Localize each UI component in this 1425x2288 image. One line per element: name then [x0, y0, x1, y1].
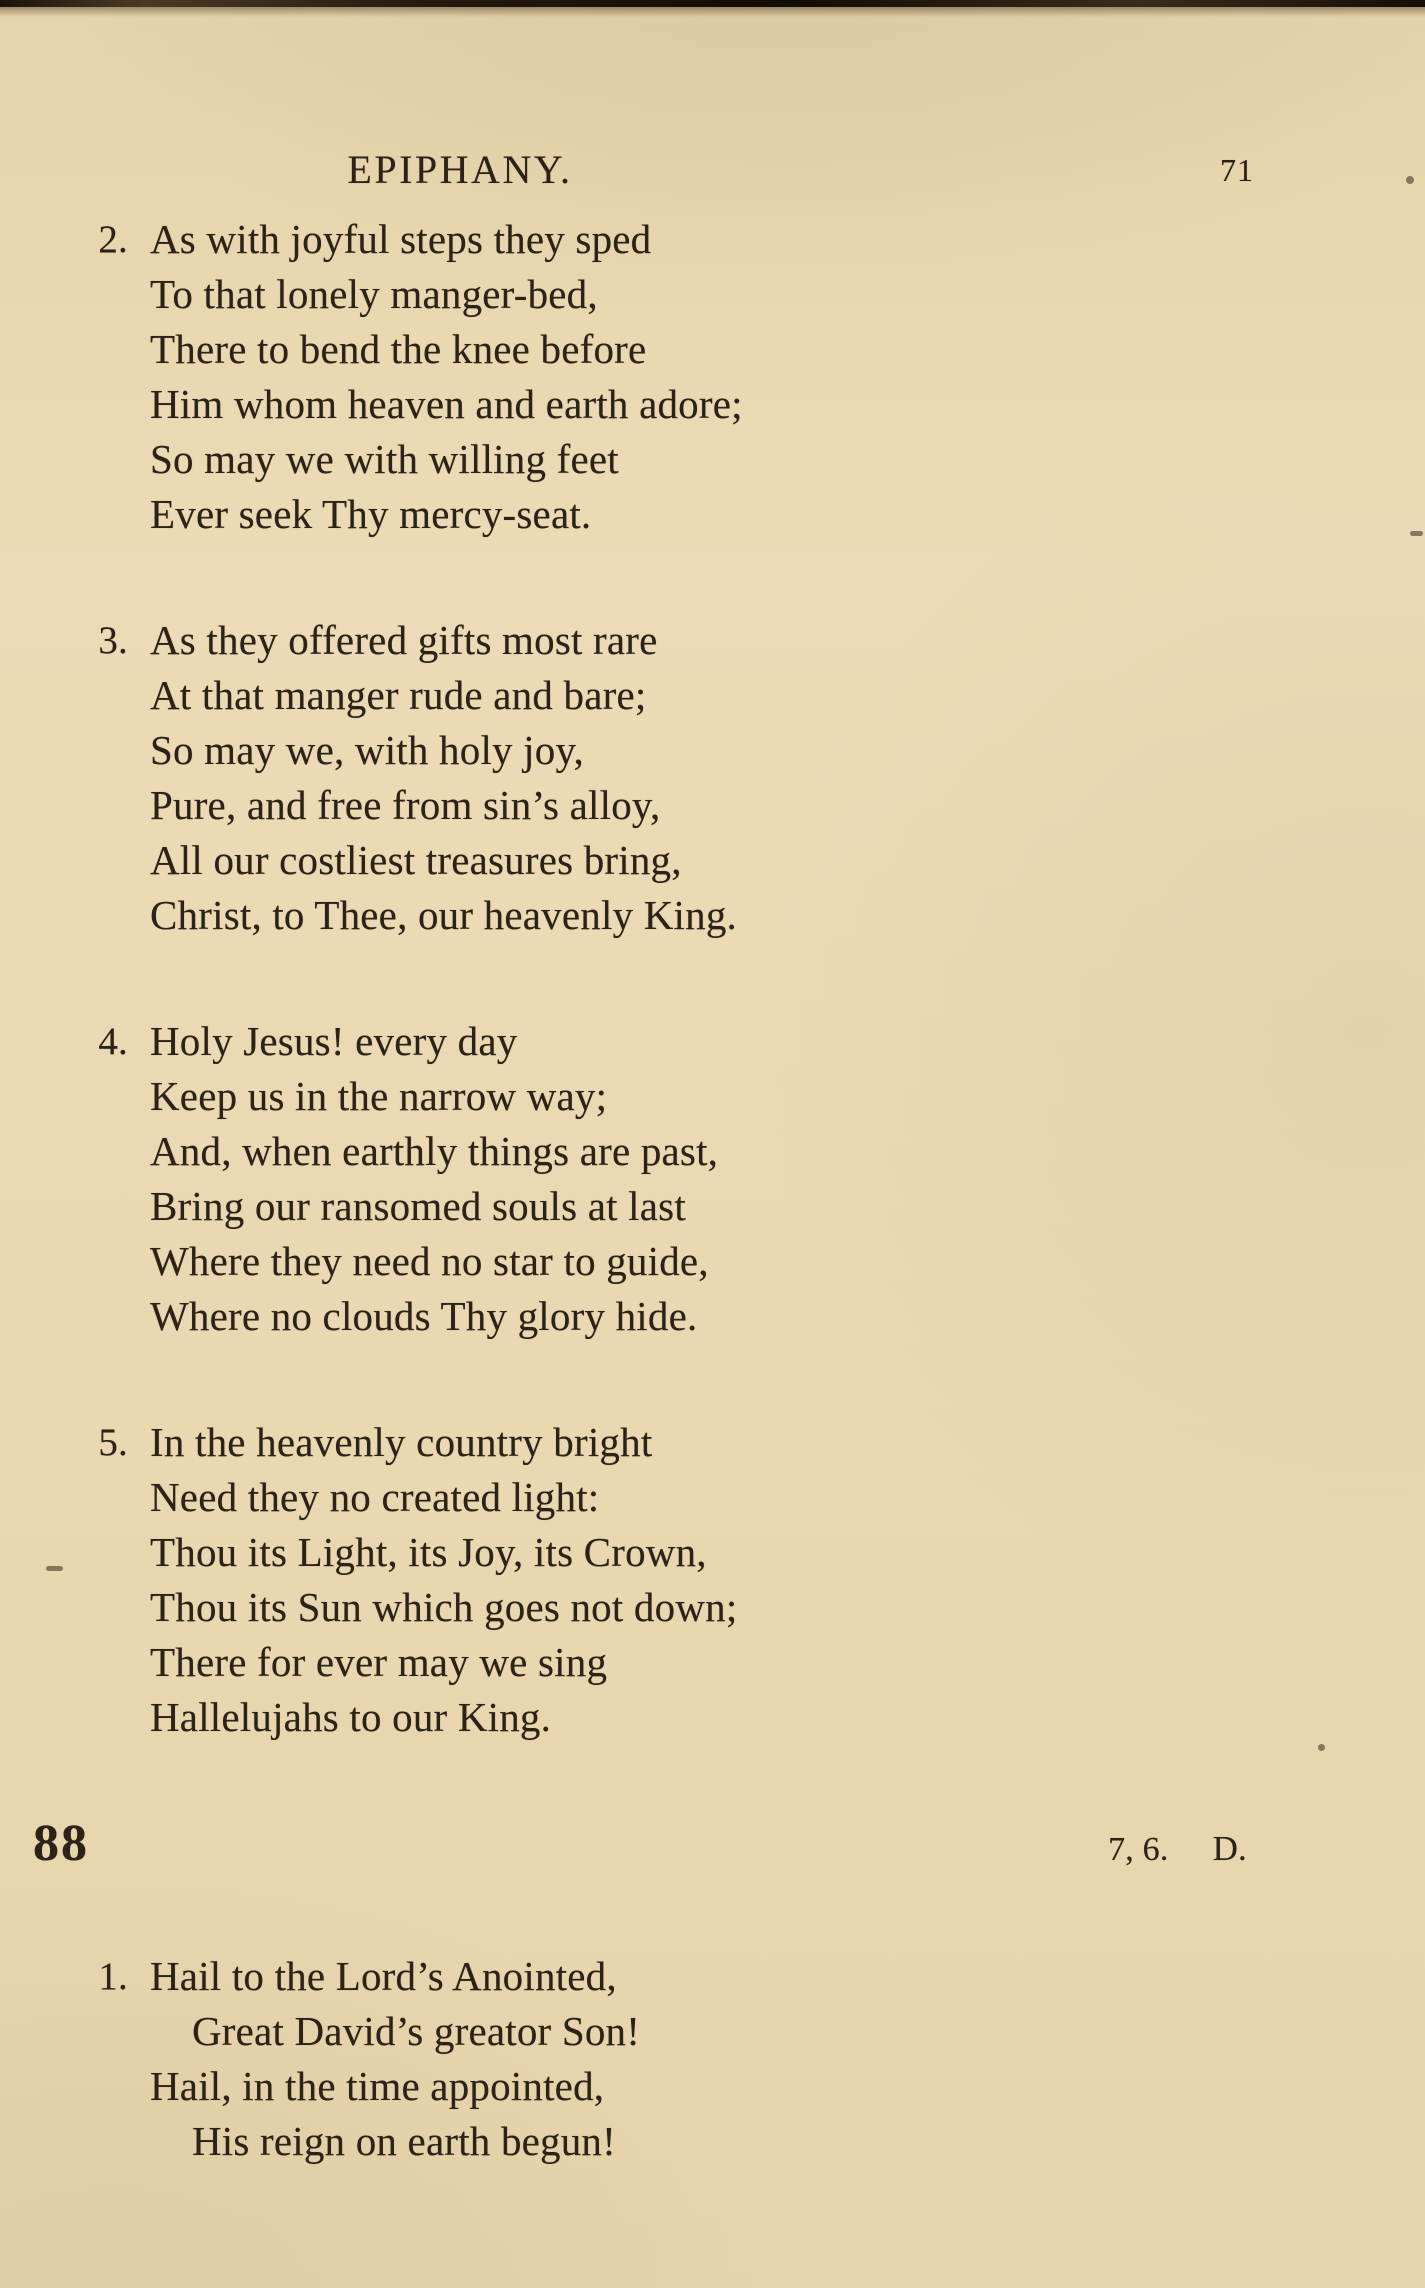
hymn-meter-group: [1108, 1821, 1247, 1877]
verse-line: As they offered gifts most rare: [150, 617, 658, 663]
section-title: EPIPHANY.: [347, 147, 573, 192]
verse-line: Pure, and free from sin’s alloy,: [150, 782, 661, 828]
verse-lines: [140, 212, 743, 542]
verse-lines: [140, 1415, 737, 1745]
verse-line: Where they need no star to guide,: [150, 1238, 709, 1284]
verse-line: Thou its Light, its Joy, its Crown,: [150, 1529, 707, 1575]
verse-line: At that manger rude and bare;: [150, 672, 647, 718]
ink-speck: [1410, 531, 1423, 536]
verse-line: There for ever may we sing: [150, 1639, 608, 1685]
verse-line: Bring our ransomed souls at last: [150, 1183, 686, 1229]
verse-line: And, when earthly things are past,: [150, 1128, 719, 1174]
hymn-88-verse-1: [0, 1949, 1425, 2169]
verse-line: In the heavenly country bright: [150, 1419, 653, 1465]
page-top-scan-edge: [0, 0, 1425, 7]
verse-line: Hail to the Lord’s Anointed,: [150, 1953, 617, 1999]
verse-line: Holy Jesus! every day: [150, 1018, 518, 1064]
verse-2: [0, 212, 1425, 542]
verse-line: Keep us in the narrow way;: [150, 1073, 608, 1119]
verse-number: 5.: [98, 1421, 128, 1464]
verse-line: Hallelujahs to our King.: [150, 1694, 552, 1740]
verse-line: To that lonely manger-bed,: [150, 271, 598, 317]
verse-number: 4.: [98, 1020, 128, 1063]
verse-3: [0, 613, 1425, 943]
hymn-number: 88: [33, 1815, 89, 1872]
page-number: 71: [1220, 152, 1254, 188]
verse-line: His reign on earth begun!: [192, 2118, 616, 2164]
verse-lines: [140, 1014, 718, 1344]
verse-line: Great David’s greator Son!: [192, 2008, 641, 2054]
verse-line: All our costliest treasures bring,: [150, 837, 682, 883]
verse-line: Him whom heaven and earth adore;: [150, 381, 743, 427]
hymn-meter-doubled-letter: D.: [1212, 1829, 1247, 1868]
verse-lines: [140, 613, 737, 943]
hymn-text-block: [0, 212, 1425, 2169]
verse-lines: [140, 1949, 640, 2169]
verse-number: 1.: [98, 1955, 128, 1998]
hymn-heading: [0, 1816, 1425, 1877]
ink-speck: [46, 1566, 63, 1571]
verse-line: Where no clouds Thy glory hide.: [150, 1293, 698, 1339]
verse-line: There to bend the knee before: [150, 326, 647, 372]
verse-line: Thou its Sun which goes not down;: [150, 1584, 738, 1630]
verse-5: [0, 1415, 1425, 1745]
verse-line: Ever seek Thy mercy-seat.: [150, 491, 592, 537]
verse-line: Hail, in the time appointed,: [150, 2063, 605, 2109]
verse-line: Need they no created light:: [150, 1474, 600, 1520]
ink-speck: [1406, 176, 1414, 184]
verse-line: Christ, to Thee, our heavenly King.: [150, 892, 737, 938]
verse-line: So may we, with holy joy,: [150, 727, 584, 773]
verse-line: As with joyful steps they sped: [150, 216, 652, 262]
verse-4: [0, 1014, 1425, 1344]
verse-number: 2.: [98, 218, 128, 261]
verse-line: So may we with willing feet: [150, 436, 619, 482]
verse-number: 3.: [98, 619, 128, 662]
hymn-meter: 7, 6.: [1108, 1831, 1169, 1868]
ink-speck: [1318, 1744, 1325, 1751]
